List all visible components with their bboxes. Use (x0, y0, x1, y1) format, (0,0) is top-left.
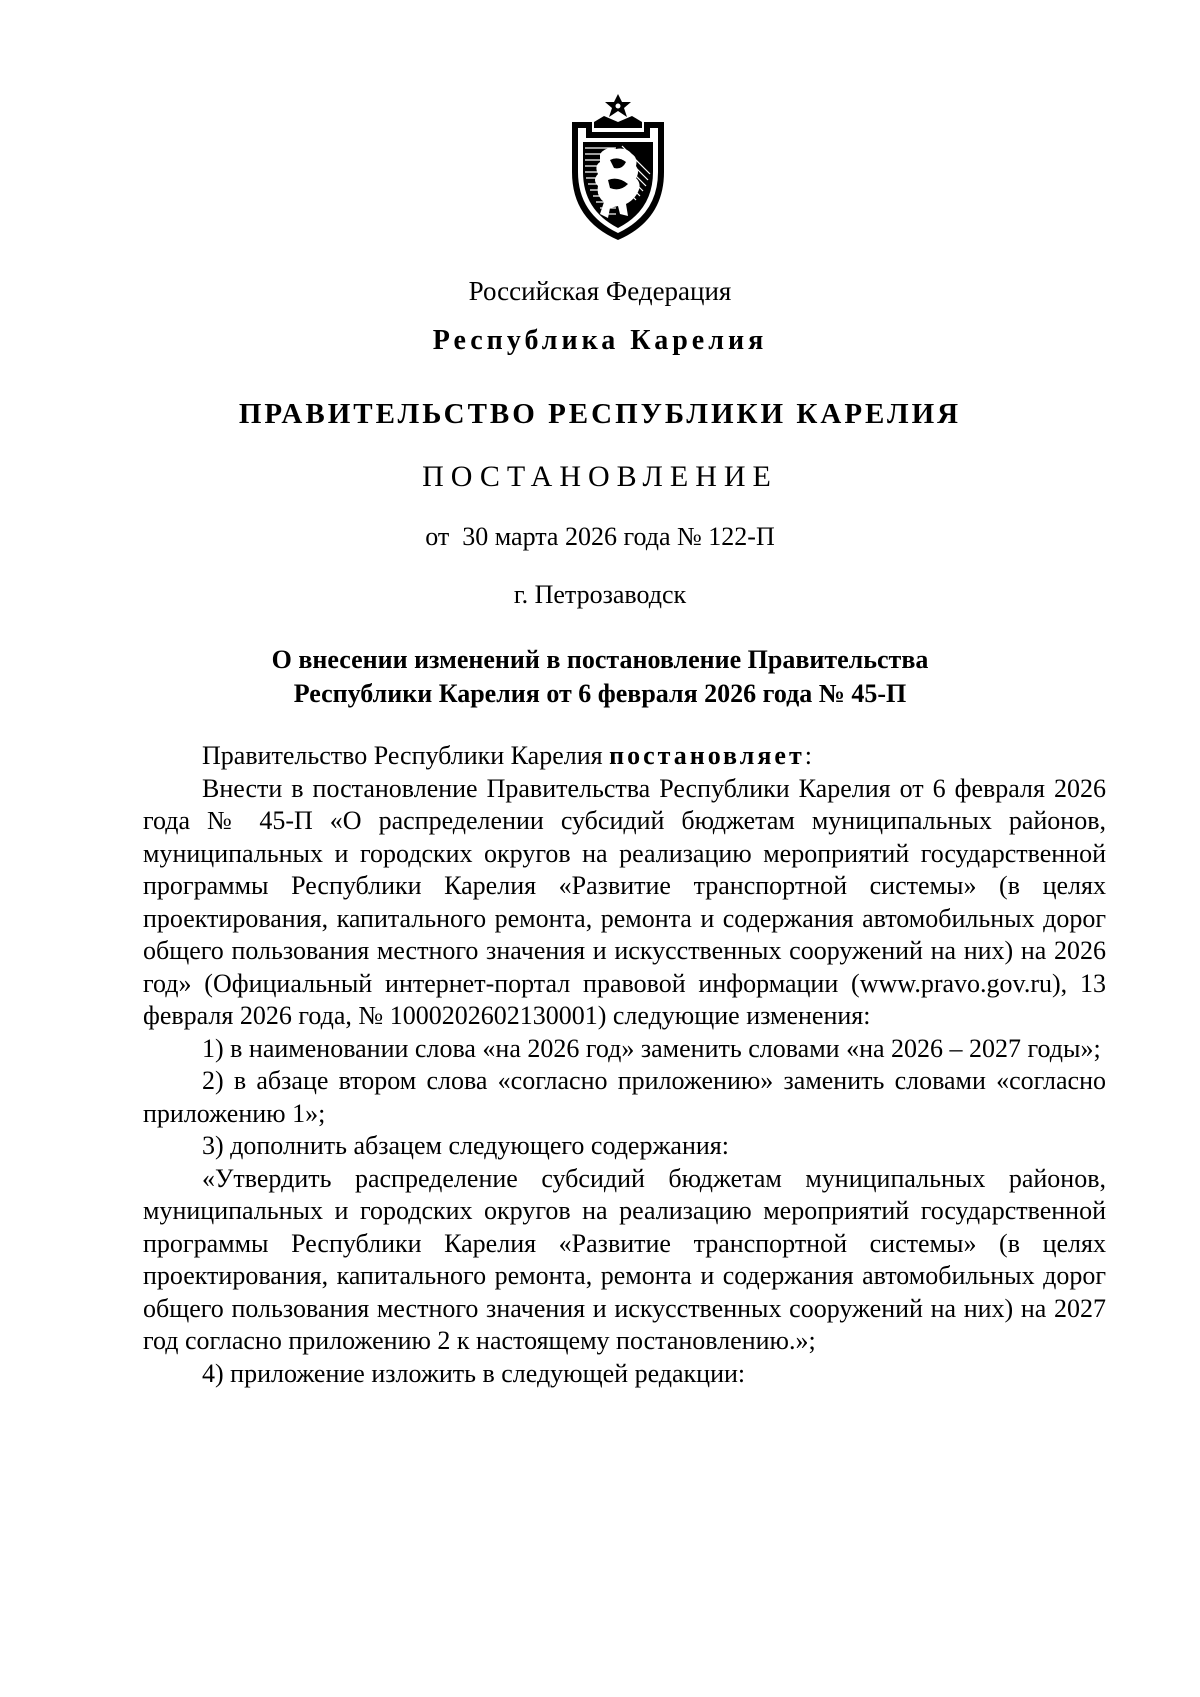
paragraph-item-1: 1) в наименовании слова «на 2026 год» заменить словами «на 2026 – 2027 годы»; (202, 1033, 1101, 1063)
paragraph-quoted: «Утвердить распределение субсидий бюджетам муниципальных районов, муниципальных и городских округов на реализацию мероприятий государственной программы Республики Карелия «Развитие транспортной системы» (в целях проектирования, капитального ремонта, ремонта и содержания автомобильных дорог общего пользования местного значения и искусственных сооружений на них) на 2027 год согласно приложению 2 к настоящему постановлению.»; (143, 1163, 1106, 1355)
paragraph-item-2: 2) в абзаце втором слова «согласно приложению» заменить словами «согласно приложению 1»; (143, 1066, 1106, 1128)
paragraph-item-4: 4) приложение изложить в следующей редакции: (202, 1358, 746, 1388)
intro-paragraph (143, 740, 1106, 773)
country-name: Российская Федерация (468, 276, 732, 306)
intro-suffix: : (804, 741, 812, 770)
city-name: г. Петрозаводск (513, 580, 687, 609)
document-body (143, 740, 1106, 1390)
paragraph-item-3: 3) дополнить абзацем следующего содержания: (202, 1131, 729, 1160)
document-title (0, 643, 1200, 711)
intro-keyword: постановляет (609, 741, 805, 770)
document-type: ПОСТАНОВЛЕНИЕ (422, 460, 778, 493)
date-and-number: от 30 марта 2026 года № 122-П (425, 522, 775, 551)
title-line-2: Республики Карелия от 6 февраля 2026 года № 45-П (293, 679, 907, 708)
paragraph-main: Внести в постановление Правительства Республики Карелия от 6 февраля 2026 года № 45-П «О распределении субсидий бюджетам муниципальных районов, муниципальных и городских округов на реализацию мероприятий государственной программы Республики Карелия «Развитие транспортной системы» (в целях проектирования, капитального ремонта, ремонта и содержания автомобильных дорог общего пользования местного значения и искусственных сооружений на них) на 2026 год» (Официальный интернет-портал правовой информации (www.pravo.gov.ru), 13 февраля 2026 года, № 1000202602130001) следующие изменения: (143, 773, 1106, 1030)
republic-name: Республика Карелия (432, 325, 768, 356)
intro-prefix: Правительство Республики Карелия (202, 741, 610, 770)
title-line-1: О внесении изменений в постановление Правительства (271, 645, 929, 674)
government-name: ПРАВИТЕЛЬСТВО РЕСПУБЛИКИ КАРЕЛИЯ (238, 398, 962, 430)
coat-of-arms-emblem (566, 92, 670, 242)
